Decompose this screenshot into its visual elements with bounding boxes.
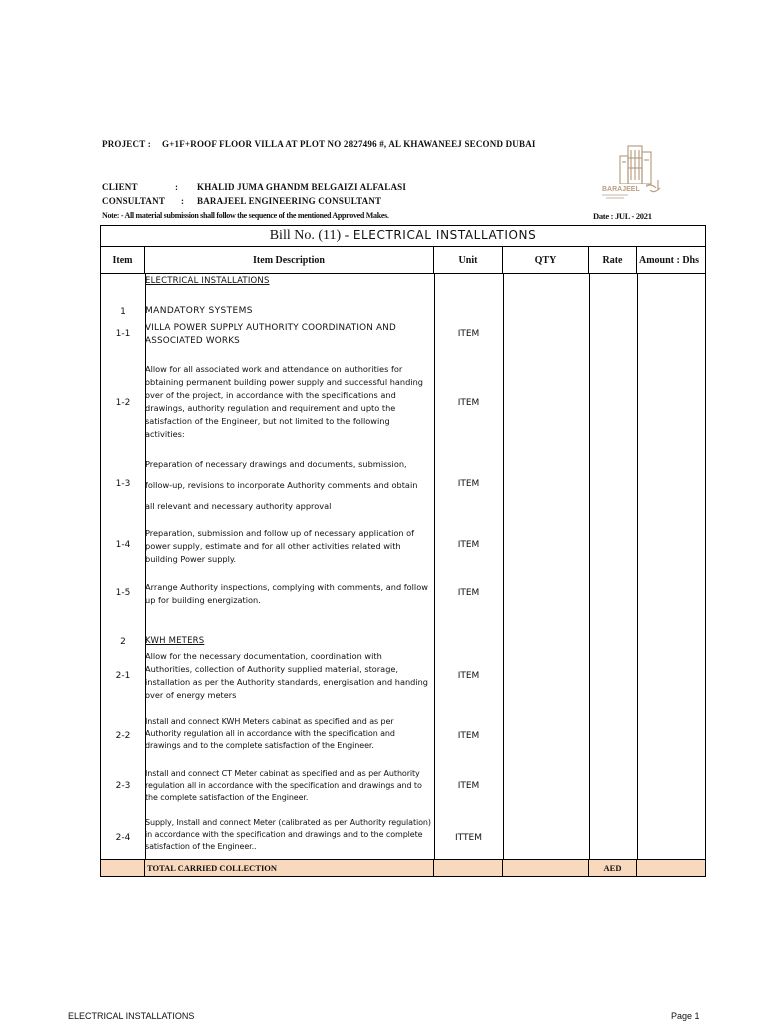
- item-number: 1-2: [115, 398, 131, 408]
- total-label: TOTAL CARRIED COLLECTION: [145, 860, 434, 877]
- item-description: Install and connect CT Meter cabinat as specified and as per Authority regulation all in accordance with the specification and drawings and to the complete satisfaction of the Engineer.: [145, 769, 422, 802]
- item-number: 2-4: [115, 833, 131, 843]
- divider: [589, 274, 590, 859]
- consultant-value: BARAJEEL ENGINEERING CONSULTANT: [197, 196, 382, 206]
- item-unit: ITEM: [457, 329, 480, 339]
- item-description: KWH METERS: [145, 636, 205, 646]
- item-description: follow-up, revisions to incorporate Authority comments and obtain: [145, 480, 418, 490]
- item-description: Preparation, submission and follow up of necessary application of power supply, estimate and for all other activities related with building Power supply.: [145, 528, 415, 564]
- item-description: all relevant and necessary authority approval: [145, 501, 332, 511]
- barajeel-logo-icon: [598, 140, 668, 202]
- item-number: 2: [120, 637, 126, 647]
- item-description: Preparation of necessary drawings and documents, submission,: [145, 459, 407, 469]
- item-unit: ITEM: [457, 781, 480, 791]
- divider: [637, 274, 638, 859]
- bill-title: [101, 226, 706, 247]
- col-qty: QTY: [503, 247, 589, 274]
- col-amount: Amount : Dhs: [637, 247, 706, 274]
- consultant-label: CONSULTANT: [102, 196, 166, 206]
- item-unit: ITEM: [457, 671, 480, 681]
- column-header-row: [101, 247, 706, 274]
- body-row: [101, 274, 706, 860]
- item-unit: ITEM: [457, 540, 480, 550]
- item-unit: ITEM: [457, 588, 480, 598]
- client-value: KHALID JUMA GHANDM BELGAIZI ALFALASI: [197, 182, 407, 192]
- item-number: 1-1: [115, 329, 131, 339]
- footer-page-number: Page 1: [671, 1011, 700, 1021]
- item-number: 2-1: [115, 671, 131, 681]
- section-heading: ELECTRICAL INSTALLATIONS: [145, 276, 270, 286]
- col-rate: Rate: [589, 247, 637, 274]
- item-number: 2-3: [115, 781, 131, 791]
- project-label: PROJECT :: [102, 139, 151, 149]
- footer-left: ELECTRICAL INSTALLATIONS: [68, 1011, 195, 1021]
- note-text: Note: - All material submission shall follow the sequence of the mentioned Approved Makes.: [102, 211, 389, 220]
- item-unit: ITEM: [457, 479, 480, 489]
- client-separator: :: [175, 182, 179, 192]
- item-number: 1-3: [115, 479, 131, 489]
- item-description: Arrange Authority inspections, complying with comments, and follow up for building energization.: [145, 582, 428, 605]
- total-cell: [503, 860, 589, 877]
- boq-table: [100, 225, 706, 877]
- consultant-separator: :: [181, 196, 185, 206]
- item-number: 1-4: [115, 540, 131, 550]
- divider: [434, 274, 435, 859]
- barajeel-logo: [598, 140, 668, 202]
- item-number: 2-2: [115, 731, 131, 741]
- item-description: VILLA POWER SUPPLY AUTHORITY COORDINATION AND ASSOCIATED WORKS: [145, 323, 397, 346]
- logo-wordmark: BARAJEEL: [602, 186, 640, 193]
- bill-title-prefix: Bill No. (11) -: [269, 228, 353, 243]
- item-description: Supply, Install and connect Meter (calibrated as per Authority regulation) in accordance with the specification and drawings and to the complete satisfaction of the Engineer..: [145, 818, 431, 851]
- total-amount: [637, 860, 706, 877]
- project-value: G+1F+ROOF FLOOR VILLA AT PLOT NO 2827496 #, AL KHAWANEEJ SECOND DUBAI: [162, 139, 536, 149]
- body-content: [101, 274, 706, 860]
- total-cell: [101, 860, 145, 877]
- total-cell: [434, 860, 503, 877]
- item-number: 1-5: [115, 588, 131, 598]
- bill-title-row: [101, 226, 706, 247]
- bill-title-main: ELECTRICAL INSTALLATIONS: [352, 228, 537, 242]
- item-number: 1: [120, 307, 126, 317]
- item-unit: ITEM: [457, 731, 480, 741]
- item-description: Allow for the necessary documentation, coordination with Authorities, collection of Authority supplied material, storage, installation as per the Authority standards, energisation and handing over of energy meters: [145, 651, 429, 700]
- item-description: Allow for all associated work and attendance on authorities for obtaining permanent building power supply and successful handing over of the project, in accordance with the specifications and drawings, authority regulation and requirement and upto the satisfaction of the Engineer, but not limited to the following activities:: [145, 364, 423, 439]
- client-label: CLIENT: [102, 182, 138, 192]
- date-text: Date : JUL - 2021: [593, 211, 652, 221]
- item-unit: ITEM: [457, 398, 480, 408]
- item-description: MANDATORY SYSTEMS: [145, 306, 253, 316]
- total-currency: AED: [589, 860, 637, 877]
- col-item: Item: [101, 247, 145, 274]
- item-description: Install and connect KWH Meters cabinat as specified and as per Authority regulation all in accordance with the specification and drawings and to the complete satisfaction of the Engineer.: [145, 717, 395, 750]
- item-unit: ITTEM: [455, 833, 482, 843]
- divider: [503, 274, 504, 859]
- col-description: Item Description: [145, 247, 434, 274]
- total-row: [101, 860, 706, 877]
- col-unit: Unit: [434, 247, 503, 274]
